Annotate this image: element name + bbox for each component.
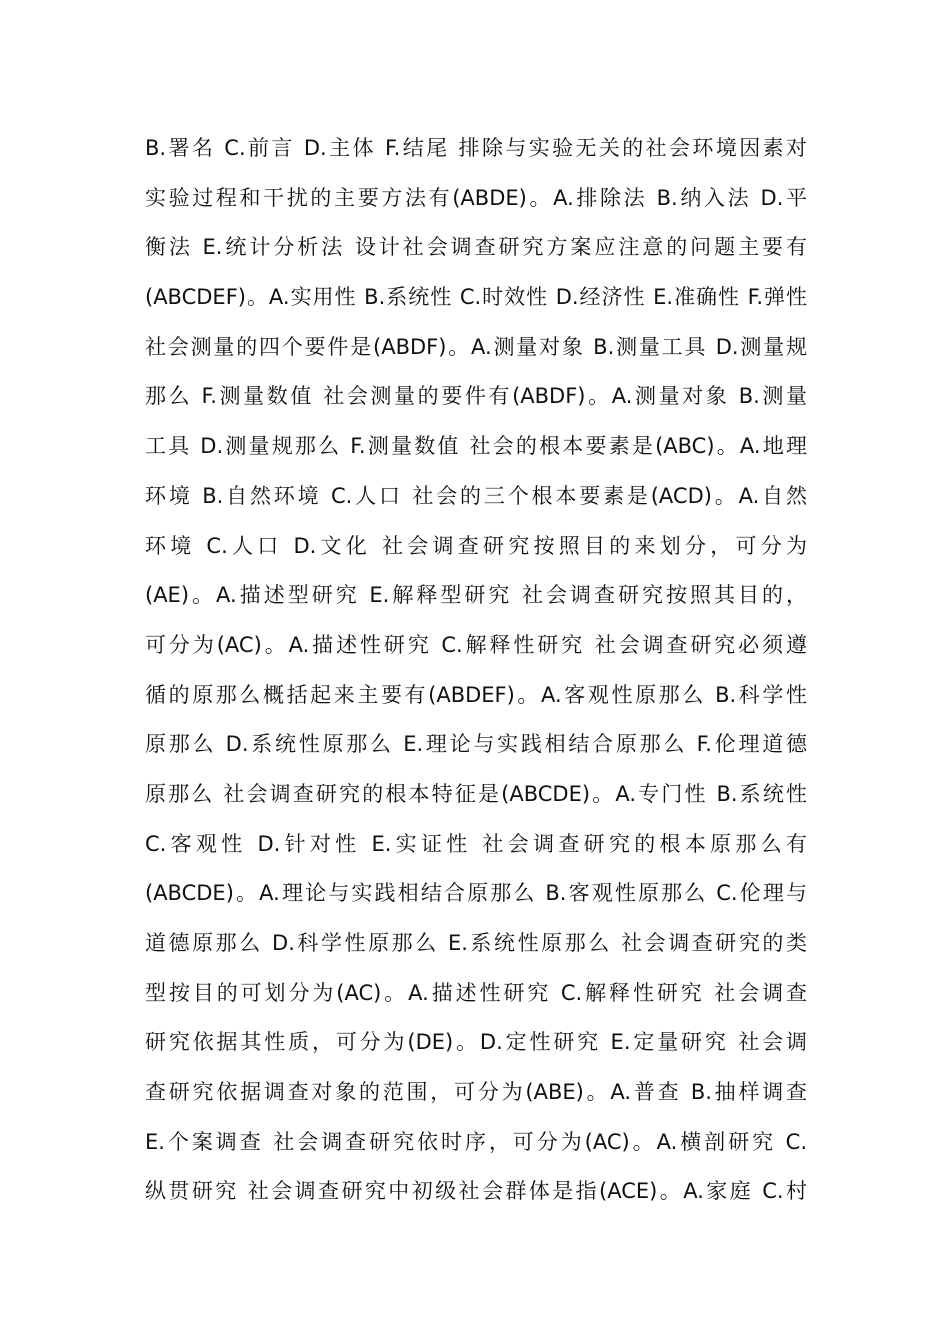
- text-line: 那么 F.测量数值 社会测量的要件有(ABDF)。A.测量对象 B.测量: [145, 384, 807, 409]
- text-line: 可分为(AC)。A.描述性研究 C.解释性研究 社会调查研究必须遵: [145, 632, 807, 657]
- text-line: E.个案调查 社会调查研究依时序，可分为(AC)。A.横剖研究 C.: [145, 1129, 807, 1154]
- text-line: 工具 D.测量规那么 F.测量数值 社会的根本要素是(ABC)。A.地理: [145, 434, 807, 459]
- text-line: 衡法 E.统计分析法 设计社会调查研究方案应注意的问题主要有: [145, 235, 807, 260]
- text-line: 纵贯研究 社会调查研究中初级社会群体是指(ACE)。A.家庭 C.村: [145, 1179, 807, 1204]
- text-line: (ABCDEF)。A.实用性 B.系统性 C.时效性 D.经济性 E.准确性 F.弹性: [145, 285, 807, 310]
- text-line: B.署名 C.前言 D.主体 F.结尾 排除与实验无关的社会环境因素对: [145, 136, 807, 160]
- text-line: 原那么 D.系统性原那么 E.理论与实践相结合原那么 F.伦理道德: [145, 732, 807, 757]
- text-line: 社会测量的四个要件是(ABDF)。A.测量对象 B.测量工具 D.测量规: [145, 334, 807, 359]
- text-line: 查研究依据调查对象的范围，可分为(ABE)。A.普查 B.抽样调查: [145, 1080, 807, 1105]
- text-line: (AE)。A.描述型研究 E.解释型研究 社会调查研究按照其目的，: [145, 583, 807, 608]
- text-line: 环境 C.人口 D.文化 社会调查研究按照目的来划分，可分为: [145, 533, 807, 558]
- text-line: 实验过程和干扰的主要方法有(ABDE)。A.排除法 B.纳入法 D.平: [145, 185, 807, 210]
- body-text: [145, 124, 807, 1217]
- text-line: 原那么 社会调查研究的根本特征是(ABCDE)。A.专门性 B.系统性: [145, 781, 807, 806]
- text-line: 环境 B.自然环境 C.人口 社会的三个根本要素是(ACD)。A.自然: [145, 483, 807, 508]
- text-line: 道德原那么 D.科学性原那么 E.系统性原那么 社会调查研究的类: [145, 931, 807, 955]
- text-line: 研究依据其性质，可分为(DE)。D.定性研究 E.定量研究 社会调: [145, 1030, 807, 1055]
- text-line: 循的原那么概括起来主要有(ABDEF)。A.客观性原那么 B.科学性: [145, 682, 807, 707]
- text-line: (ABCDE)。A.理论与实践相结合原那么 B.客观性原那么 C.伦理与: [145, 881, 807, 906]
- text-line: 型按目的可划分为(AC)。A.描述性研究 C.解释性研究 社会调查: [145, 980, 807, 1005]
- text-line: C.客观性 D.针对性 E.实证性 社会调查研究的根本原那么有: [145, 831, 807, 856]
